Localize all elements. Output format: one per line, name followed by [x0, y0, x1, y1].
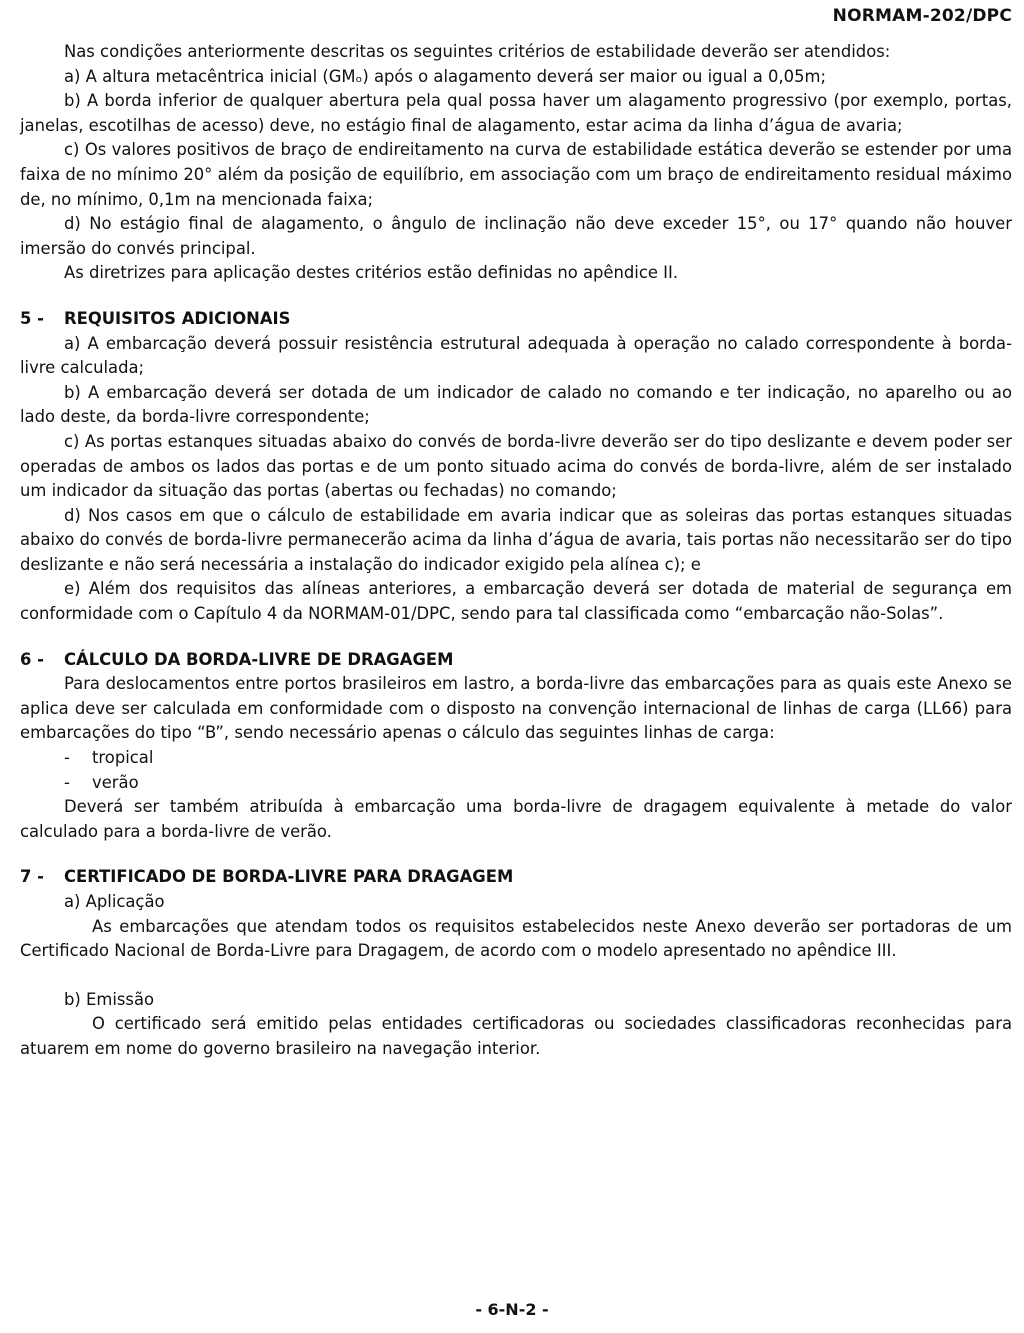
list-dash: -	[64, 772, 70, 792]
page-body	[20, 40, 1012, 1062]
subsection-a-text: As embarcações que atendam todos os requisitos estabelecidos neste Anexo deverão ser portadoras de um Certificado Nacional de Borda-Livre para Dragagem, de acordo com o modelo apresentado no apêndice III.	[20, 916, 1012, 961]
section-6-heading	[20, 648, 1012, 673]
guidelines-note: As diretrizes para aplicação destes critérios estão definidas no apêndice II.	[64, 263, 679, 283]
criterion-a: a) A altura metacêntrica inicial (GMₒ) após o alagamento deverá ser maior ou igual a 0,05m;	[64, 66, 827, 86]
requirement-a: a) A embarcação deverá possuir resistência estrutural adequada à operação no calado correspondente à borda-livre calculada;	[20, 333, 1012, 378]
intro-paragraph: Nas condições anteriormente descritas os seguintes critérios de estabilidade deverão ser atendidos:	[64, 42, 891, 61]
requirement-d: d) Nos casos em que o cálculo de estabilidade em avaria indicar que as soleiras das portas estanques situadas abaixo do convés de borda-livre permanecerão acima da linha d’água de avaria, tais portas não necessitarão ser do tipo deslizante e não será necessária a instalação do indicador exigido pela alínea c); e	[20, 505, 1012, 574]
list-item-tropical: tropical	[92, 748, 154, 768]
list-item	[20, 746, 1012, 771]
section-6-paragraph: Para deslocamentos entre portos brasileiros em lastro, a borda-livre das embarcações para as quais este Anexo se aplica deve ser calculada em conformidade com o disposto na convenção internacional de linhas de carga (LL66) para embarcações do tipo “B”, sendo necessário apenas o cálculo das seguintes linhas de carga:	[20, 674, 1012, 743]
requirement-b: b) A embarcação deverá ser dotada de um indicador de calado no comando e ter indicação, no aparelho ou ao lado deste, da borda-livre correspondente;	[20, 382, 1012, 427]
criterion-c: c) Os valores positivos de braço de endireitamento na curva de estabilidade estática deverão se estender por uma faixa de no mínimo 20° além da posição de equilíbrio, em associação com um braço de endireitamento residual máximo de, no mínimo, 0,1m na mencionada faixa;	[20, 140, 1012, 209]
section-7-title: CERTIFICADO DE BORDA-LIVRE PARA DRAGAGEM	[64, 867, 514, 887]
spacer	[20, 964, 1012, 988]
section-7-heading	[20, 865, 1012, 890]
criterion-d: d) No estágio final de alagamento, o ângulo de inclinação não deve exceder 15°, ou 17° quando não houver imersão do convés principal.	[20, 214, 1012, 258]
section-6-title: CÁLCULO DA BORDA-LIVRE DE DRAGAGEM	[64, 649, 454, 669]
subsection-b-label: b) Emissão	[64, 989, 155, 1009]
list-dash: -	[64, 748, 70, 768]
section-5-number: 5 -	[20, 308, 44, 328]
section-5-heading	[20, 307, 1012, 332]
section-5-title: REQUISITOS ADICIONAIS	[64, 308, 291, 328]
page-number-footer: - 6-N-2 -	[475, 1300, 549, 1319]
requirement-e: e) Além dos requisitos das alíneas anteriores, a embarcação deverá ser dotada de material de segurança em conformidade com o Capítulo 4 da NORMAM-01/DPC, sendo para tal classificada como “embarcação não-Solas”.	[20, 579, 1012, 624]
criterion-b: b) A borda inferior de qualquer abertura pela qual possa haver um alagamento progressivo (por exemplo, portas, janelas, escotilhas de acesso) deve, no estágio final de alagamento, estar acima da linha d’água de avaria;	[20, 91, 1012, 135]
list-item-verao: verão	[92, 772, 139, 792]
list-item	[20, 771, 1012, 796]
section-6-closing-paragraph: Deverá ser também atribuída à embarcação uma borda-livre de dragagem equivalente à metade do valor calculado para a borda-livre de verão.	[20, 797, 1012, 841]
document-code-header: NORMAM-202/DPC	[832, 6, 1012, 26]
subsection-a-label: a) Aplicação	[64, 892, 165, 911]
section-6-number: 6 -	[20, 649, 44, 669]
requirement-c: c) As portas estanques situadas abaixo do convés de borda-livre deverão ser do tipo deslizante e devem poder ser operadas de ambos os lados das portas e de um ponto situado acima do convés de borda-livre, além de ser instalado um indicador da situação das portas (abertas ou fechadas) no comando;	[20, 431, 1012, 501]
section-7-number: 7 -	[20, 867, 44, 887]
subsection-b-text: O certificado será emitido pelas entidades certificadoras ou sociedades classificadoras reconhecidas para atuarem em nome do governo brasileiro na navegação interior.	[20, 1014, 1012, 1058]
